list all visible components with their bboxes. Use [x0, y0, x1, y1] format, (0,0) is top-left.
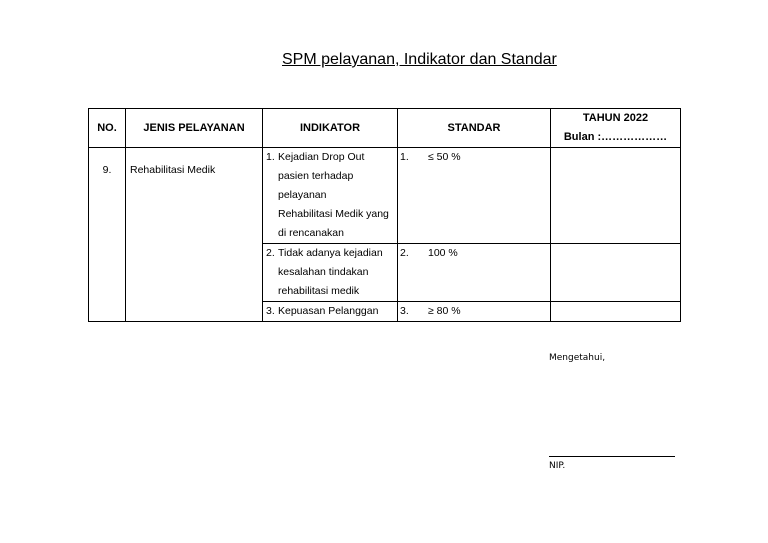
standar-value: 100 %: [428, 247, 458, 259]
table-header-row: [89, 109, 681, 148]
standar-cell-1: [398, 148, 551, 244]
indikator-line: pelayanan: [278, 189, 327, 201]
header-tahun-label: TAHUN 2022: [582, 112, 649, 124]
standar-cell-2: [398, 244, 551, 302]
indikator-line: pasien terhadap: [278, 170, 354, 182]
indikator-line: kesalahan tindakan: [278, 266, 369, 278]
tahun-cell-3: [551, 302, 681, 322]
header-bulan-label: Bulan :………………: [563, 131, 668, 143]
indikator-number: 3.: [266, 305, 275, 317]
page-title: SPM pelayanan, Indikator dan Standar: [282, 51, 557, 68]
nip-label: NIP.: [549, 461, 566, 471]
indikator-line: Kejadian Drop Out: [278, 151, 365, 163]
tahun-cell-2: [551, 244, 681, 302]
header-indikator: INDIKATOR: [263, 109, 398, 148]
row-jenis-pelayanan: Rehabilitasi Medik: [126, 148, 263, 322]
standar-number: 2.: [400, 247, 409, 259]
header-no: NO.: [89, 109, 126, 148]
indikator-number: 2.: [266, 247, 275, 259]
indikator-line: di rencanakan: [278, 227, 344, 239]
header-standar: STANDAR: [398, 109, 551, 148]
signature-label: Mengetahui,: [549, 353, 606, 363]
indikator-line: Rehabilitasi Medik yang: [278, 208, 389, 220]
standar-number: 3.: [400, 305, 409, 317]
signature-line: [549, 456, 675, 457]
indikator-line: Tidak adanya kejadian: [278, 247, 383, 259]
standar-cell-3: [398, 302, 551, 322]
spm-table: [88, 108, 681, 322]
header-tahun: [551, 109, 681, 148]
indikator-number: 1.: [266, 151, 275, 163]
standar-number: 1.: [400, 151, 409, 163]
standar-value: ≤ 50 %: [428, 151, 461, 163]
indikator-cell-2: [263, 244, 398, 302]
indikator-cell-3: [263, 302, 398, 322]
indikator-line: Kepuasan Pelanggan: [278, 305, 379, 317]
tahun-cell-1: [551, 148, 681, 244]
header-jenis-pelayanan: JENIS PELAYANAN: [126, 109, 263, 148]
indikator-line: rehabilitasi medik: [278, 285, 360, 297]
indikator-cell-1: [263, 148, 398, 244]
row-number: 9.: [89, 148, 126, 322]
table-row: [89, 148, 681, 244]
standar-value: ≥ 80 %: [428, 305, 461, 317]
